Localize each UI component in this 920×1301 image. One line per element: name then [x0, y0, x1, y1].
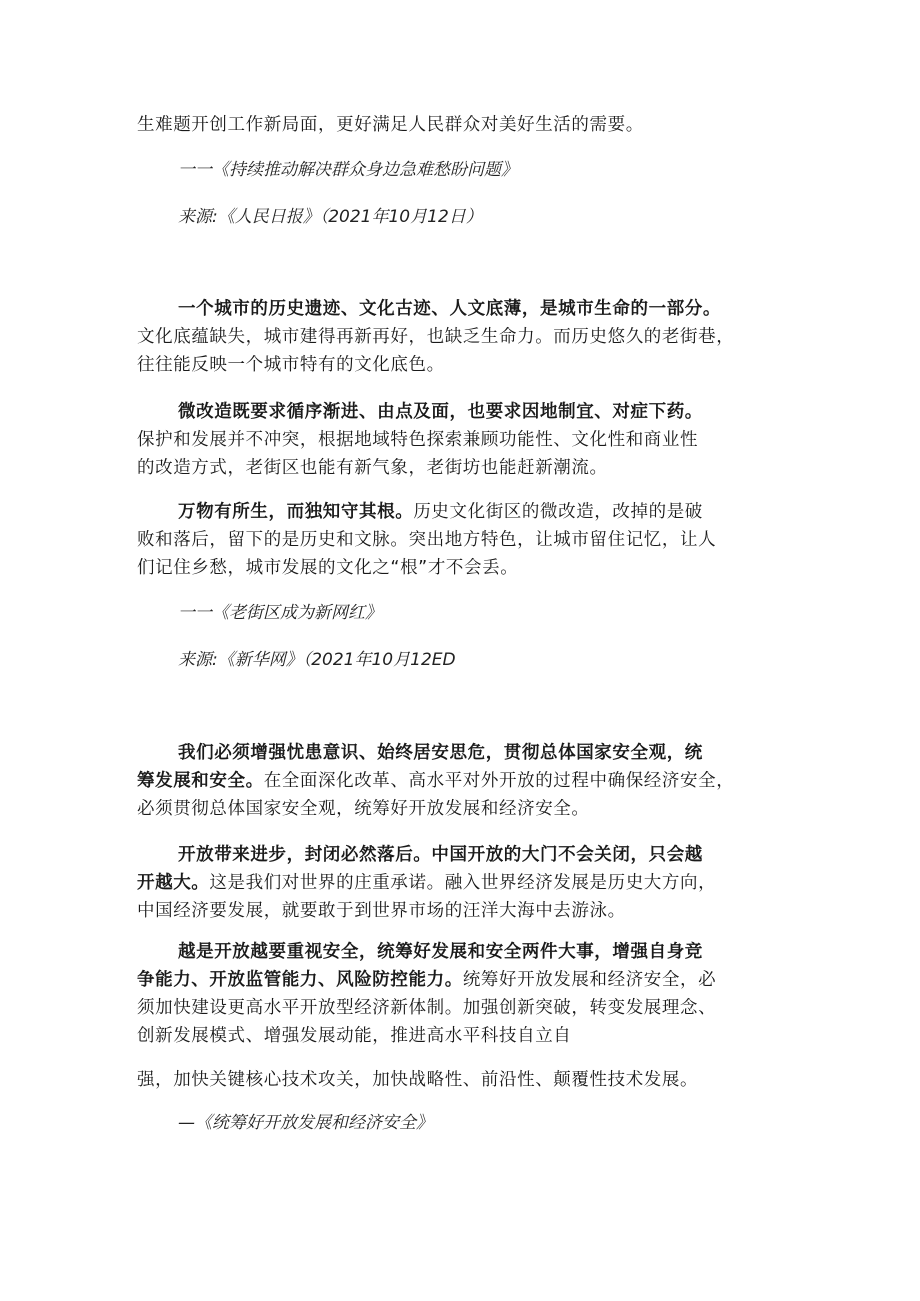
section3-p1-lead-end: 筹发展和安全。	[137, 771, 264, 791]
paragraph-tail: 生难题开创工作新局面，更好满足人民群众对美好生活的需要。	[137, 115, 644, 135]
section2-p2-line3: 的改造方式，老街区也能有新气象，老街坊也能赶新潮流。	[137, 458, 608, 478]
section3-p2-lead: 开放带来进步，封闭必然落后。中国开放的大门不会关闭，只会越	[178, 845, 703, 865]
section2-p2-line2: 保护和发展并不冲突，根据地域特色探索兼顾功能性、文化性和商业性	[137, 430, 699, 450]
section2-p2-lead: 微改造既要求循序渐进、由点及面，也要求因地制宜、对症下药。	[178, 402, 703, 422]
section2-p3-line1-rest: 历史文化街区的微改造，改掉的是破	[413, 502, 703, 522]
section3-p3-line5: 强，加快关键核心技术攻关，加快战略性、前沿性、颠覆性技术发展。	[137, 1070, 699, 1090]
section2-p1-line2: 文化底蕴缺失，城市建得再新再好，也缺乏生命力。而历史悠久的老街巷，	[137, 327, 735, 347]
section3-p1-line2	[137, 769, 734, 793]
section3-p3-line4: 创新发展模式、增强发展动能，推进高水平科技自立自	[137, 1026, 572, 1046]
section3-p1-line3: 必须贯彻总体国家安全观，统筹好开放发展和经济安全。	[137, 799, 590, 819]
attribution-2: 一一《老街区成为新网红》	[178, 603, 382, 623]
section3-p2-line2-rest: 这是我们对世界的庄重承诺。融入世界经济发展是历史大方向，	[209, 873, 717, 893]
attribution-3: —《统筹好开放发展和经济安全》	[178, 1113, 433, 1133]
section3-p3-line3: 须加快建设更高水平开放型经济新体制。加强创新突破，转变发展理念、	[137, 998, 717, 1018]
section3-p1-line2-rest: 在全面深化改革、高水平对外开放的过程中确保经济安全，	[263, 771, 735, 791]
section3-p3-line2-rest: 统筹好开放发展和经济安全，必	[462, 970, 717, 990]
source-2: 来源:《新华网》（2021年10月12ED	[178, 650, 456, 670]
section2-p3-lead: 万物有所生，而独知守其根。	[178, 502, 414, 522]
section3-p1-lead: 我们必须增强忧患意识、始终居安思危，贯彻总体国家安全观，统	[178, 743, 703, 763]
section3-p2-lead-end: 开越大。	[137, 873, 210, 893]
section3-p3-lead: 越是开放越要重视安全，统筹好发展和安全两件大事，增强自身竞	[178, 942, 703, 962]
source-1: 来源:《人民日报》（2021年10月12日）	[178, 207, 483, 227]
section3-p2-line2	[137, 871, 716, 895]
section2-p3-line1	[178, 500, 703, 524]
section2-p1-lead: 一个城市的历史遗迹、文化古迹、人文底薄，是城市生命的一部分。	[178, 299, 721, 319]
attribution-1: 一一《持续推动解决群众身边急难愁盼问题》	[178, 160, 518, 180]
section2-p3-line2: 败和落后，留下的是历史和文脉。突出地方特色，让城市留住记忆，让人	[137, 530, 717, 550]
section3-p3-lead-end: 争能力、开放监管能力、风险防控能力。	[137, 970, 463, 990]
section3-p3-line2	[137, 968, 716, 992]
section2-p3-line3: 们记住乡愁，城市发展的文化之“根”才不会丢。	[137, 558, 519, 578]
section3-p2-line3: 中国经济要发展，就要敢于到世界市场的汪洋大海中去游泳。	[137, 901, 626, 921]
section2-p1-line3: 往往能反映一个城市特有的文化底色。	[137, 355, 445, 375]
